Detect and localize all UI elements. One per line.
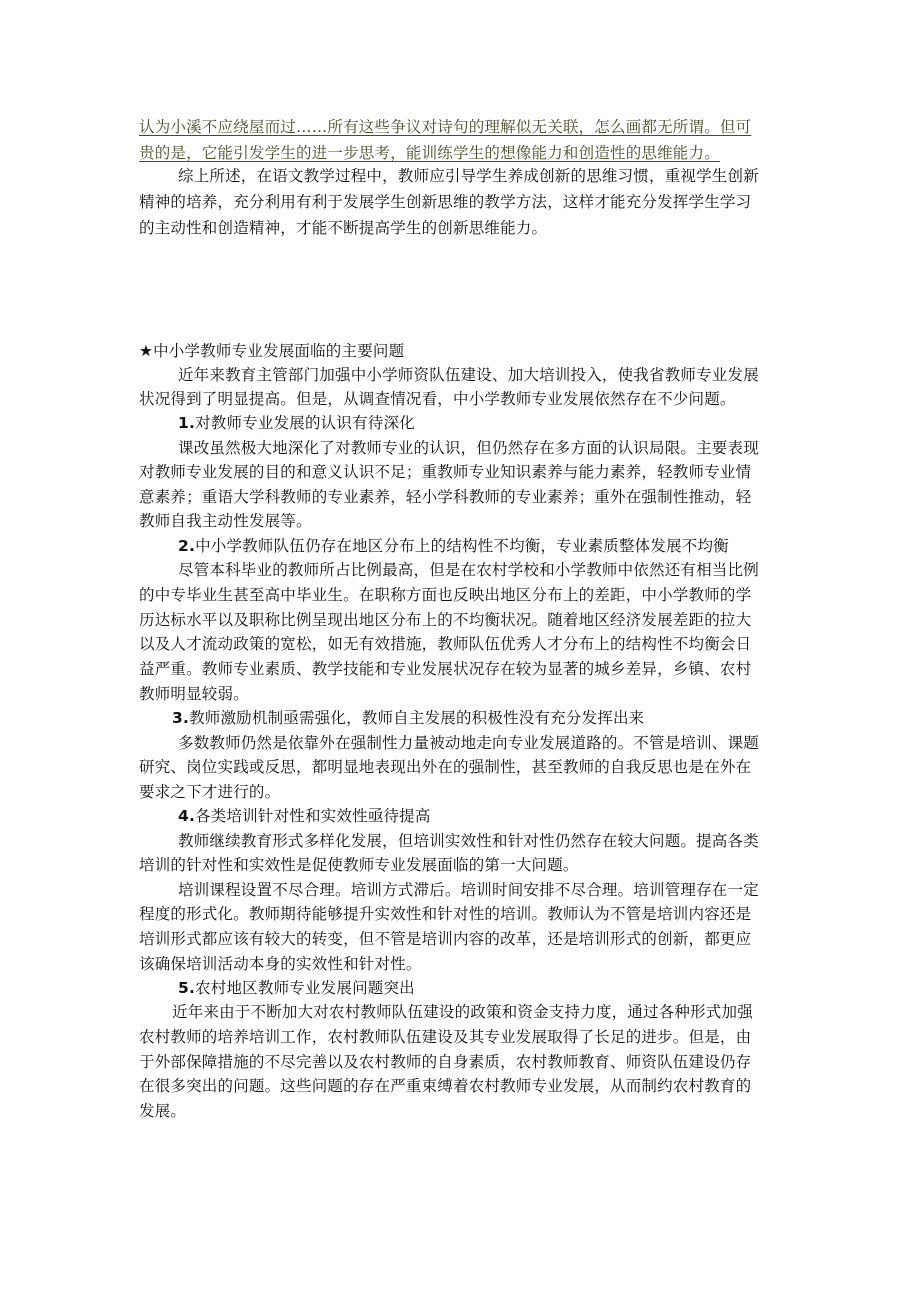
item-number: 2.	[178, 537, 196, 555]
item-number: 1.	[178, 414, 196, 432]
text-line: 尽管本科毕业的教师所占比例最高，但是在农村学校和小学教师中依然还有相当比例	[178, 561, 759, 579]
section-heading: ★中小学教师专业发展面临的主要问题	[139, 342, 405, 360]
text-line: 近年来教育主管部门加强中小学师资队伍建设、加大培训投入，使我省教师专业发展	[178, 366, 759, 384]
text-line: 的中专毕业生甚至高中毕业生。在职称方面也反映出地区分布上的差距，中小学教师的学	[139, 586, 752, 604]
text-line: 课改虽然极大地深化了对教师专业的认识，但仍然存在多方面的认识局限。主要表现	[178, 439, 759, 457]
text-line: 意素养；重语大学科教师的专业素养，轻小学科教师的专业素养；重外在强制性推动，轻	[139, 488, 752, 506]
text-line: 近年来由于不断加大对农村教师队伍建设的政策和资金支持力度，通过各种形式加强	[172, 1003, 753, 1021]
item-number: 4.	[178, 807, 196, 825]
text-line: 益严重。教师专业素质、教学技能和专业发展状况存在较为显著的城乡差异，乡镇、农村	[139, 660, 752, 678]
subheading-text: 中小学教师队伍仍存在地区分布上的结构性不均衡，专业素质整体发展不均衡	[195, 537, 729, 555]
text-line: 于外部保障措施的不尽完善以及农村教师的自身素质，农村教师教育、师资队伍建设仍存	[139, 1053, 752, 1071]
subheading-5	[178, 975, 415, 1001]
text-line: 研究、岗位实践或反思，都明显地表现出外在的强制性，甚至教师的自我反思也是在外在	[139, 758, 752, 776]
text-line: 历达标水平以及职称比例呈现出地区分布上的不均衡状况。随着地区经济发展差距的拉大	[139, 611, 752, 629]
text-line: 认为小溪不应绕屋而过……所有这些争议对诗句的理解似无关联，怎么画都无所谓。但可	[139, 118, 752, 136]
text-line: 状况得到了明显提高。但是，从调查情况看，中小学教师专业发展依然存在不少问题。	[139, 390, 736, 408]
text-line: 教师明显较弱。	[139, 685, 249, 703]
subheading-text: 教师激励机制亟需强化，教师自主发展的积极性没有充分发挥出来	[189, 709, 645, 727]
text-line: 贵的是，它能引发学生的进一步思考，能训练学生的想像能力和创造性的思维能力。	[139, 144, 720, 162]
subheading-2	[178, 533, 729, 559]
subheading-text: 各类培训针对性和实效性亟待提高	[195, 807, 431, 825]
subheading-4	[178, 803, 431, 829]
subheading-text: 对教师专业发展的认识有待深化	[195, 414, 415, 432]
text-line: 农村教师的培养培训工作，农村教师队伍建设及其专业发展取得了长足的进步。但是，由	[139, 1028, 752, 1046]
text-line: 多数教师仍然是依靠外在强制性力量被动地走向专业发展道路的。不管是培训、课题	[178, 734, 759, 752]
item-number: 3.	[172, 709, 190, 727]
text-line: 要求之下才进行的。	[139, 783, 281, 801]
text-line: 教师继续教育形式多样化发展，但培训实效性和针对性仍然存在较大问题。提高各类	[178, 832, 759, 850]
subheading-text: 农村地区教师专业发展问题突出	[195, 979, 415, 997]
text-line: 精神的培养，充分利用有利于发展学生创新思维的教学方法，这样才能充分发挥学生学习	[139, 193, 752, 211]
text-line: 培训课程设置不尽合理。培训方式滞后。培训时间安排不尽合理。培训管理存在一定	[178, 881, 759, 899]
text-line: 的主动性和创造精神，才能不断提高学生的创新思维能力。	[139, 219, 548, 237]
text-line: 程度的形式化。教师期待能够提升实效性和针对性的培训。教师认为不管是培训内容还是	[139, 905, 752, 923]
subheading-1	[178, 410, 415, 436]
text-line: 发展。	[139, 1102, 187, 1120]
text-line: 以及人才流动政策的宽松，如无有效措施，教师队伍优秀人才分布上的结构性不均衡会日	[139, 635, 752, 653]
text-line: 综上所述，在语文教学过程中，教师应引导学生养成创新的思维习惯，重视学生创新	[178, 167, 759, 185]
text-line: 在很多突出的问题。这些问题的存在严重束缚着农村教师专业发展，从而制约农村教育的	[139, 1077, 752, 1095]
text-line: 培训的针对性和实效性是促使教师专业发展面临的第一大问题。	[139, 856, 579, 874]
subheading-3	[172, 705, 644, 731]
item-number: 5.	[178, 979, 196, 997]
text-line: 对教师专业发展的目的和意义认识不足；重教师专业知识素养与能力素养，轻教师专业情	[139, 463, 752, 481]
text-line: 培训形式都应该有较大的转变，但不管是培训内容的改革，还是培训形式的创新，都更应	[139, 930, 752, 948]
text-line: 教师自我主动性发展等。	[139, 512, 312, 530]
text-line: 该确保培训活动本身的实效性和针对性。	[139, 955, 422, 973]
